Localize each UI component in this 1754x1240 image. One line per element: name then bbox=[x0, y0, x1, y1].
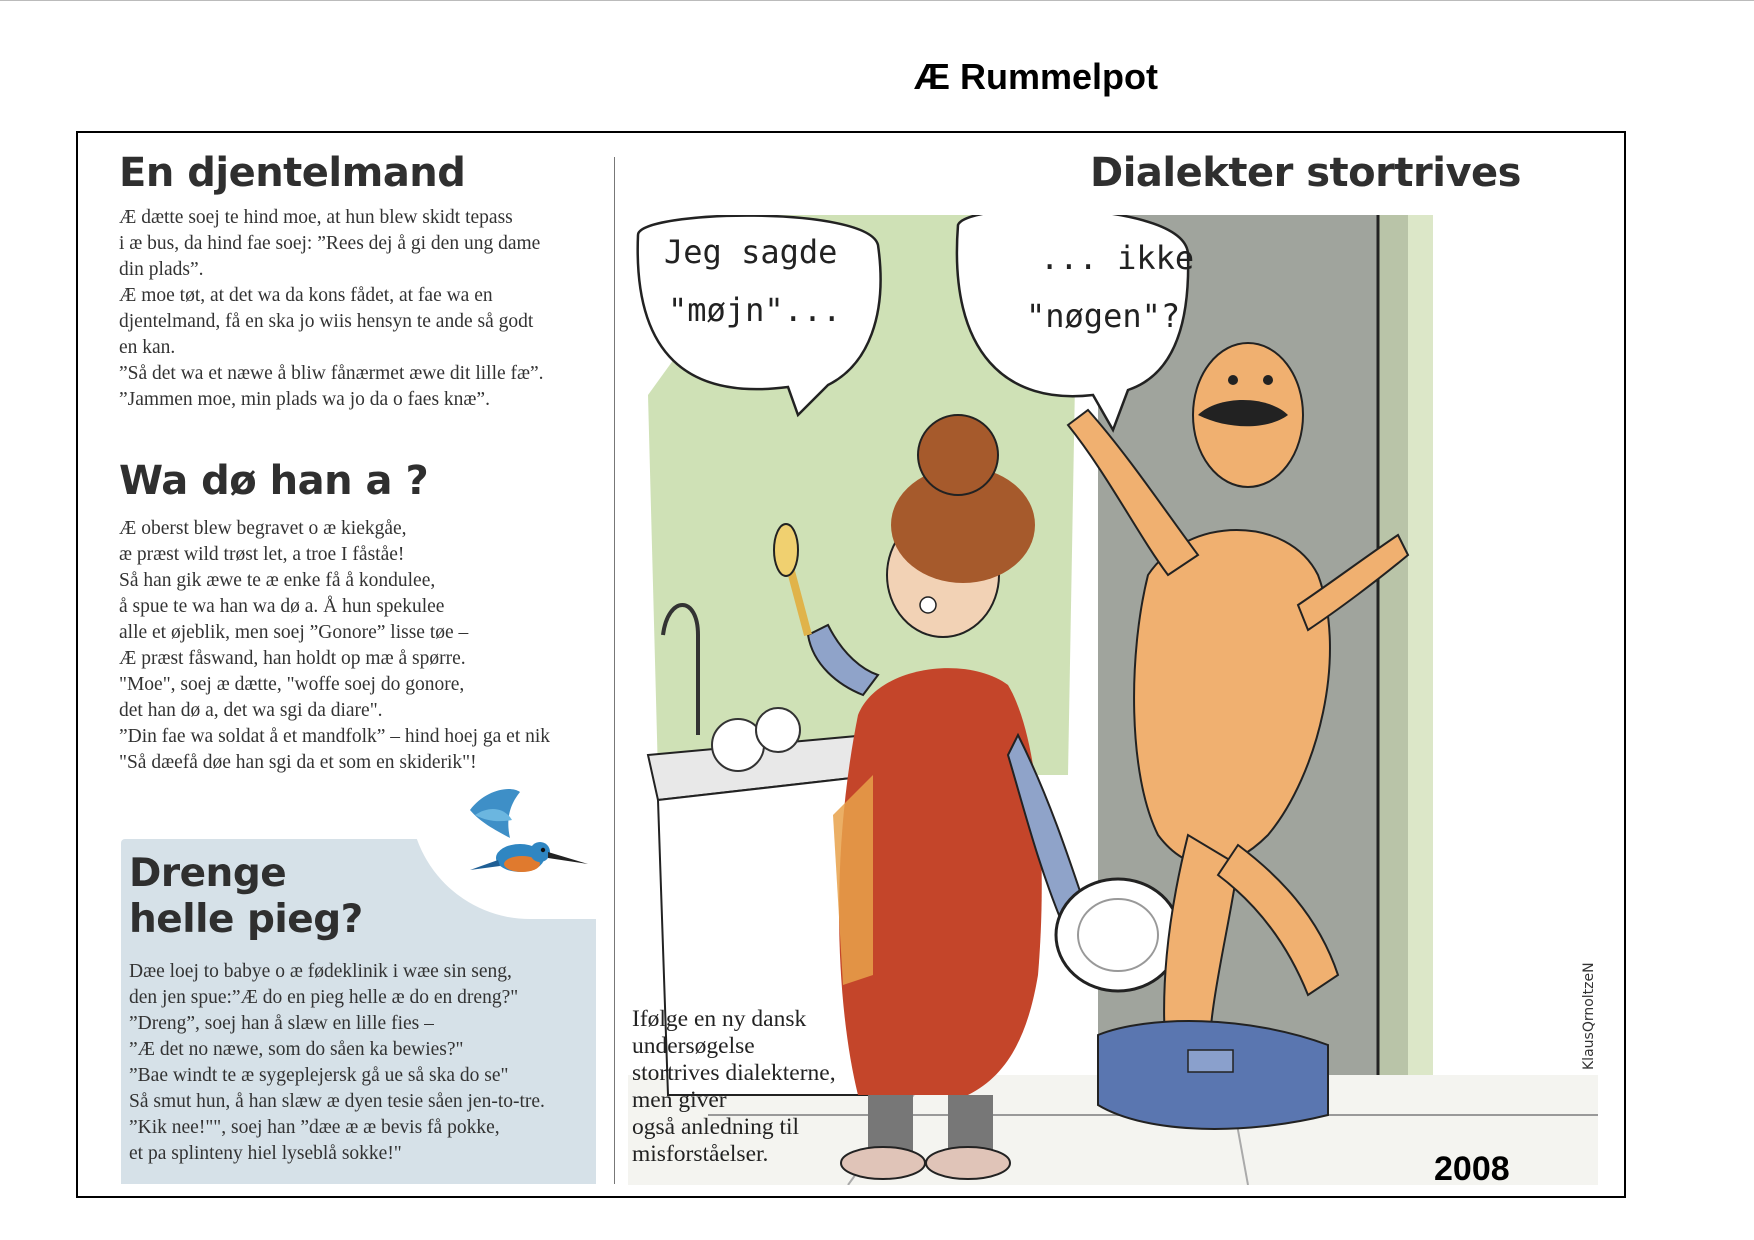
story-line: i æ bus, da hind fae soej: ”Rees dej å gi den ung dame bbox=[119, 233, 541, 254]
caption-line: undersøgelse bbox=[632, 1033, 755, 1059]
top-rule bbox=[0, 0, 1754, 1]
caption-line: men giver bbox=[632, 1087, 727, 1113]
headline-dialekter-stortrives: Dialekter stortrives bbox=[1090, 150, 1521, 196]
story-line: "Moe", soej æ dætte, "woffe soej do gonore, bbox=[119, 674, 465, 695]
story-line: "Så dæefå døe han sgi da et som en skiderik"! bbox=[119, 752, 477, 773]
headline-drenge-helle-pieg bbox=[129, 851, 363, 943]
artist-signature: KlausQrnoltzeN bbox=[1581, 962, 1597, 1070]
story-line: Så han gik æwe te æ enke få å kondulee, bbox=[119, 570, 436, 591]
story-line: Dæe loej to babye o æ fødeklinik i wæe sin seng, bbox=[129, 961, 512, 982]
story-line: djentelmand, få en ska jo wiis hensyn te ande så godt bbox=[119, 311, 534, 332]
cartoon-caption bbox=[632, 1006, 836, 1168]
story-line: ”Kik nee!"", soej han ”dæe æ æ bevis få pokke, bbox=[129, 1117, 500, 1138]
story-line: ”Jammen moe, min plads wa jo da o faes knæ”. bbox=[119, 389, 490, 410]
document-title: Æ Rummelpot bbox=[914, 56, 1159, 97]
story-line: å spue te wa han wa dø a. Å hun spekulee bbox=[119, 596, 445, 617]
story-line: ”Dreng”, soej han å slæw en lille fies – bbox=[129, 1013, 434, 1034]
bubble-right-line: "nøgen"? bbox=[1026, 297, 1181, 335]
story-line: ”Så det wa et næwe å bliw fånærmet æwe dit lille fæ”. bbox=[119, 363, 544, 384]
story-line: det han dø a, det wa sgi da diare". bbox=[119, 700, 383, 721]
bubble-left-line: Jeg sagde bbox=[664, 233, 838, 271]
caption-line: Ifølge en ny dansk bbox=[632, 1006, 807, 1032]
story-wa-doe-han-a bbox=[119, 516, 550, 776]
story-line: Æ oberst blew begravet o æ kiekgåe, bbox=[119, 518, 407, 539]
story-line: et pa splinteny hiel lyseblå sokke!" bbox=[129, 1143, 402, 1164]
headline-line: Drenge bbox=[129, 851, 287, 896]
story-line: ”Din fae wa soldat å et mandfolk” – hind hoej ga et nik bbox=[119, 726, 551, 747]
story-line: Æ dætte soej te hind moe, at hun blew skidt tepass bbox=[119, 207, 513, 228]
story-en-djentelmand bbox=[119, 205, 544, 413]
story-drenge-helle-pieg bbox=[129, 959, 545, 1167]
story-line: ”Æ det no næwe, som do såen ka bewies?" bbox=[129, 1039, 464, 1060]
story-line: en kan. bbox=[119, 337, 176, 358]
bubble-right-line: ... ikke bbox=[1040, 239, 1195, 277]
story-line: din plads”. bbox=[119, 259, 204, 280]
caption-line: også anledning til bbox=[632, 1114, 800, 1140]
column-divider bbox=[614, 157, 615, 1184]
story-line: æ præst wild trøst let, a troe I fåståe! bbox=[119, 544, 405, 565]
story-line: den jen spue:”Æ do en pieg helle æ do en dreng?" bbox=[129, 987, 519, 1008]
caption-line: stortrives dialekterne, bbox=[632, 1060, 836, 1086]
caption-line: misforståelser. bbox=[632, 1141, 769, 1167]
story-line: Så smut hun, å han slæw æ dyen tesie såen jen-to-tre. bbox=[129, 1091, 545, 1112]
story-line: ”Bae windt te æ sygeplejersk gå ue så ska do se" bbox=[129, 1065, 509, 1086]
year-label: 2008 bbox=[1434, 1150, 1510, 1188]
kingfisher-icon bbox=[450, 780, 600, 900]
headline-line: helle pieg? bbox=[129, 897, 363, 942]
story-line: alle et øjeblik, men soej ”Gonore” lisse tøe – bbox=[119, 622, 469, 643]
story-line: Æ præst fåswand, han holdt op mæ å spørre. bbox=[119, 648, 466, 669]
headline-wa-doe-han-a: Wa dø han a ? bbox=[119, 458, 429, 504]
story-line: Æ moe tøt, at det wa da kons fådet, at fae wa en bbox=[119, 285, 493, 306]
headline-en-djentelmand: En djentelmand bbox=[119, 150, 466, 196]
bubble-left-line: "møjn"... bbox=[668, 291, 842, 329]
